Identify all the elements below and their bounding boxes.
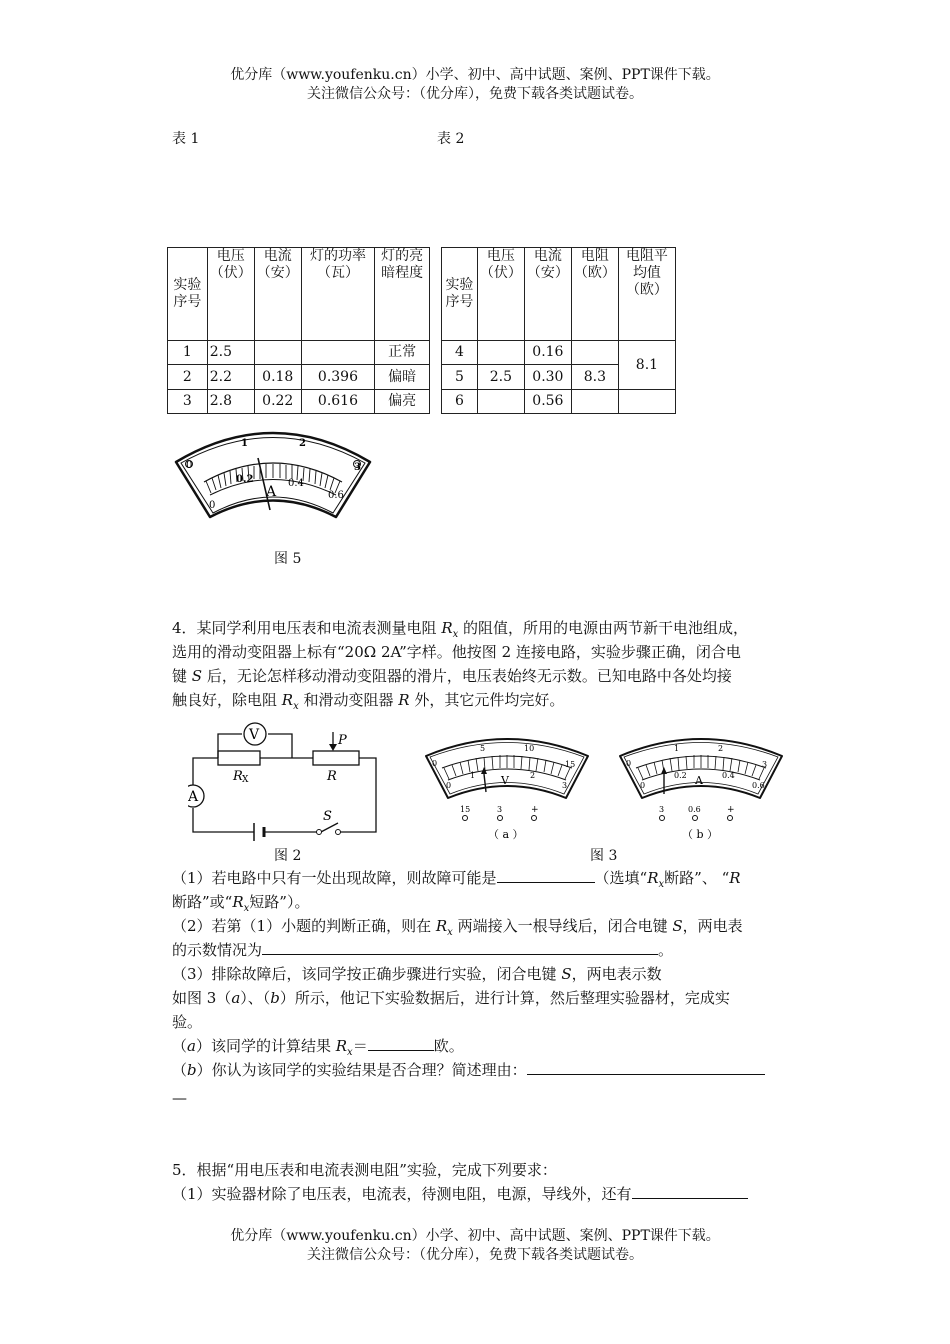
fig5-ammeter	[166, 422, 380, 524]
table-1	[167, 247, 430, 414]
v-top-label: 10	[524, 744, 535, 753]
table-row	[168, 390, 430, 414]
rx-symbol: R	[441, 619, 453, 637]
table-row	[168, 341, 430, 365]
fig3-ammeter	[612, 734, 790, 846]
t1-cell: 2.2	[207, 365, 254, 390]
v-bottom-label: 1	[470, 771, 476, 780]
t2-header-cell: 电流（安）	[524, 248, 571, 341]
t1-cell	[301, 341, 374, 365]
v-terminal: 3	[497, 805, 503, 814]
footer-line-2: 关注微信公众号：（优分库），免费下载各类试题试卷。	[307, 1247, 643, 1263]
slider-p-label: P	[338, 733, 347, 748]
v-bottom-label: 0	[446, 781, 452, 790]
fig5-top-label: 3	[354, 462, 361, 473]
q4-part3-line2: 如图 3（a）、（b）所示，他记下实验数据后，进行计算，然后整理实验器材，完成实	[172, 989, 730, 1007]
table-row	[442, 341, 676, 365]
rx-label: R	[233, 769, 243, 784]
fig5-top-label: 1	[241, 438, 248, 449]
rx-label-sub: X	[242, 775, 249, 785]
t2-header-cell: 电阻平均值（欧）	[618, 248, 675, 341]
a-terminal: +	[727, 805, 735, 815]
v-bottom-label: 3	[562, 781, 568, 790]
switch-s-label: S	[323, 809, 332, 824]
t1-cell: 偏暗	[375, 365, 430, 390]
header-line-1: 优分库（www.youfenku.cn）小学、初中、高中试题、案例、PPT课件下载。	[230, 67, 720, 83]
t2-cell: 8.3	[571, 365, 618, 390]
s-symbol: S	[191, 667, 203, 685]
t2-cell: 2.5	[477, 365, 524, 390]
a-zero: 0	[626, 759, 632, 768]
t1-cell: 偏亮	[375, 390, 430, 414]
t1-header-cell: 电压（伏）	[207, 248, 254, 341]
q4-part-b: （b）你认为该同学的实验结果是否合理？简述理由：	[172, 1058, 765, 1082]
a-bottom-label: 0.6	[752, 781, 765, 790]
t1-cell: 3	[168, 390, 208, 414]
t1-header-cell: 灯的亮暗程度	[375, 248, 430, 341]
t2-cell: 0.56	[524, 390, 571, 414]
table-row	[168, 365, 430, 390]
t2-cell: 0.16	[524, 341, 571, 365]
fig5-unit: A	[266, 484, 277, 500]
header-line-2: 关注微信公众号：（优分库），免费下载各类试题试卷。	[307, 86, 643, 102]
r-label: R	[327, 769, 337, 784]
q5-line-2: （1）实验器材除了电压表，电流表，待测电阻，电源，导线外，还有	[172, 1182, 748, 1206]
q5-line-1: 5．根据“用电压表和电流表测电阻”实验，完成下列要求：	[172, 1161, 557, 1179]
t1-cell	[254, 341, 301, 365]
a-bottom-label: 0.4	[722, 771, 735, 780]
q4-part1-line1: （1）若电路中只有一处出现故障，则故障可能是 （选填“$R_x$断路”、 “R	[172, 869, 741, 890]
v-terminal: +	[531, 805, 539, 815]
t1-cell: 0.616	[301, 390, 374, 414]
v-terminal: 15	[460, 805, 471, 814]
t2-cell	[477, 341, 524, 365]
t2-cell	[477, 390, 524, 414]
t1-header-cell: 灯的功率（瓦）	[301, 248, 374, 341]
a-terminal: 3	[659, 805, 665, 814]
q4-part3-line1: （3）排除故障后，该同学按正确步骤进行实验，闭合电键 S，两电表示数	[172, 965, 662, 983]
q4-line-2: 选用的滑动变阻器上标有“20Ω 2A”字样。他按图 2 连接电路，实验步骤正确，闭合电	[172, 643, 741, 661]
table-2	[441, 247, 676, 414]
q4-part-b-tail: —	[172, 1089, 187, 1107]
a-top-label: 2	[718, 744, 724, 753]
q4-part3-line3: 验。	[172, 1013, 203, 1031]
t2-average-cell-bottom	[618, 390, 675, 414]
ammeter-symbol: A	[188, 789, 199, 805]
t2-header-cell: 电压（伏）	[477, 248, 524, 341]
fig5-bottom-label: 0.6	[328, 490, 344, 501]
rx-symbol: R	[281, 691, 294, 709]
a-bottom-label: 0.2	[674, 771, 687, 780]
v-zero: 0	[432, 759, 438, 768]
fig3-voltmeter	[418, 734, 596, 846]
t1-cell: 0.396	[301, 365, 374, 390]
t1-cell: 0.22	[254, 390, 301, 414]
a-bottom-label: 0	[640, 781, 646, 790]
a-terminal: 0.6	[688, 805, 701, 814]
t1-cell: 正常	[375, 341, 430, 365]
fig3-caption: 图 3	[590, 848, 618, 864]
r-symbol: R	[398, 691, 410, 709]
t1-cell: 0.18	[254, 365, 301, 390]
t1-cell: 2	[168, 365, 208, 390]
fig5-bottom-label: 0.4	[288, 478, 304, 489]
a-unit: A	[695, 774, 703, 787]
fig5-caption: 图 5	[274, 551, 302, 567]
table-row	[442, 390, 676, 414]
q4-line-3: 键 S 后，无论怎样移动滑动变阻器的滑片，电压表始终无示数。已知电路中各处均接	[172, 667, 732, 685]
t2-cell: 5	[442, 365, 478, 390]
t2-cell: 4	[442, 341, 478, 365]
fig3b-label: （ b ）	[682, 828, 719, 841]
q4-part2-line1: （2）若第（1）小题的判断正确，则在 $R_x$ 两端接入一根导线后，闭合电键 S，两电表	[172, 917, 743, 938]
answer-blank-1[interactable]	[497, 867, 595, 883]
q4-line-4: 触良好，除电阻 $R_x$ 和滑动变阻器 R 外，其它元件均完好。	[172, 691, 565, 712]
answer-blank-q5[interactable]	[632, 1183, 748, 1199]
t2-cell: 6	[442, 390, 478, 414]
answer-blank-rx[interactable]	[368, 1035, 434, 1051]
v-top-label: 5	[480, 744, 486, 753]
table2-caption: 表 2	[437, 131, 465, 147]
fig5-top-zero: 0	[186, 460, 193, 471]
fig5-bottom-label: 0.2	[236, 474, 254, 485]
t1-cell: 2.8	[207, 390, 254, 414]
q4-part2-line2: 的示数情况为 。	[172, 941, 674, 959]
fig2-circuit	[188, 720, 383, 842]
answer-blank-reason[interactable]	[527, 1059, 765, 1075]
fig5-zero: 0	[209, 500, 216, 511]
t2-header-cell: 实验序号	[442, 248, 478, 341]
t1-cell: 2.5	[207, 341, 254, 365]
table1-caption: 表 1	[172, 131, 200, 147]
a-top-label: 3	[762, 760, 768, 769]
t1-header-cell: 实验序号	[168, 248, 208, 341]
q4-line-1: 4．某同学利用电压表和电流表测量电阻 $R_x$ 的阻值，所用的电源由两节新干电池组成，	[172, 619, 749, 640]
t2-header-cell: 电阻（欧）	[571, 248, 618, 341]
a-top-label: 1	[674, 744, 680, 753]
t2-cell	[571, 390, 618, 414]
t2-average-cell: 8.1	[618, 341, 675, 390]
voltmeter-symbol: V	[249, 727, 260, 743]
q4-part-a: （a）该同学的计算结果 $R_x=$ 欧。	[172, 1037, 464, 1058]
t1-header-cell: 电流（安）	[254, 248, 301, 341]
t2-cell: 0.30	[524, 365, 571, 390]
v-top-label: 15	[565, 760, 576, 769]
rx-subscript: x	[293, 701, 299, 712]
fig3a-label: （ a ）	[488, 828, 524, 841]
answer-blank-2[interactable]	[262, 939, 658, 955]
footer-line-1: 优分库（www.youfenku.cn）小学、初中、高中试题、案例、PPT课件下载。	[230, 1228, 720, 1244]
fig5-top-label: 2	[299, 438, 306, 449]
v-bottom-label: 2	[530, 771, 536, 780]
rx-subscript: x	[452, 629, 459, 640]
q4-part1-line2: 断路”或“$R_x$短路”）。	[172, 893, 310, 914]
t1-cell: 1	[168, 341, 208, 365]
t2-cell	[571, 341, 618, 365]
fig2-caption: 图 2	[274, 848, 302, 864]
v-unit: V	[501, 774, 509, 787]
